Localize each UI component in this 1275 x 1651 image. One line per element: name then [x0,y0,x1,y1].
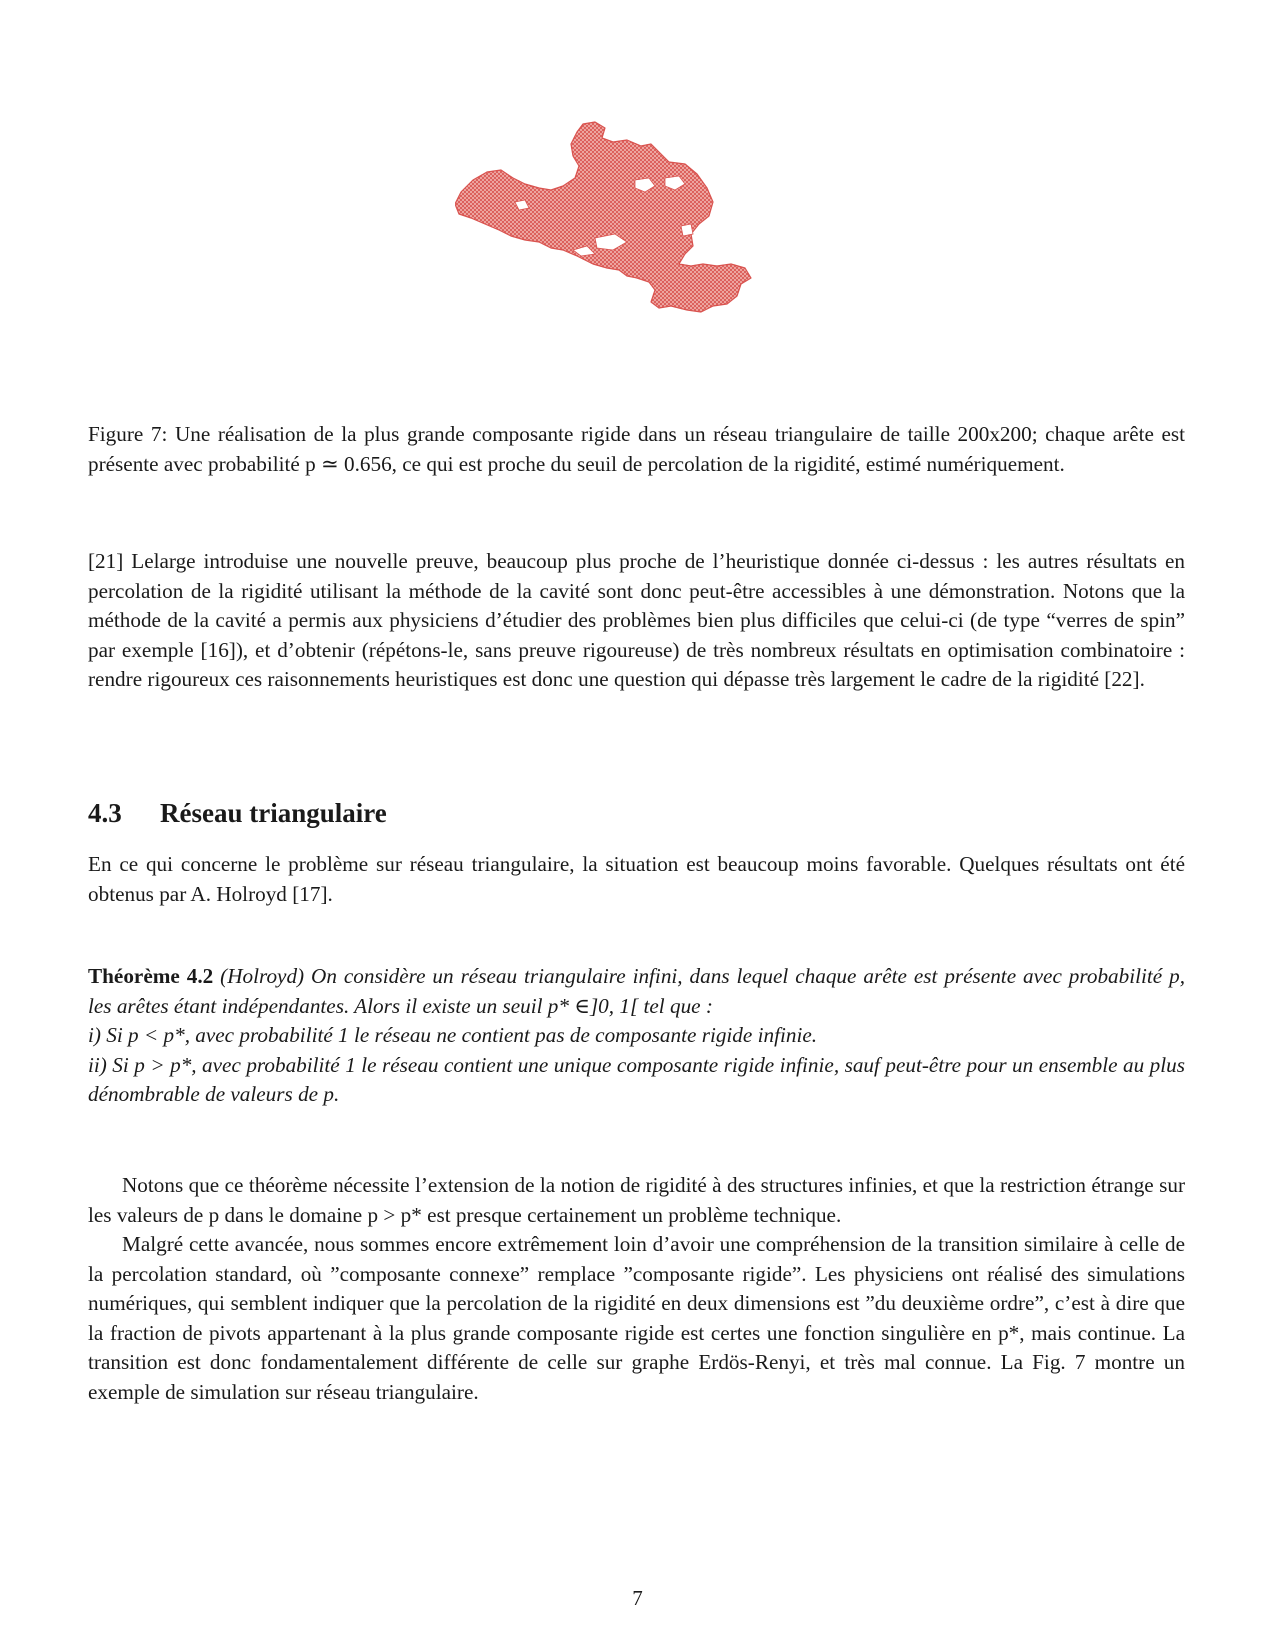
theorem-label: Théorème 4.2 [88,964,214,988]
rigid-cluster-image [455,118,755,338]
paragraph-reference-21: [21] Lelarge introduise une nouvelle preuve, beaucoup plus proche de l’heuristique donnée ci-dessus : les autres résultats en percolation de la rigidité utilisant la méthode de la cavité sont donc peut-être accessibles à une démonstration. Notons que la méthode de la cavité a permis aux physiciens d’étudier des problèmes bien plus difficiles que celui-ci (de type “verres de spin” par exemple [16]), et d’obtenir (répétons-le, sans preuve rigoureuse) de très nombreux résultats en optimisation combinatoire : rendre rigoureux ces raisonnements heuristiques est donc une question qui dépasse très largement le cadre de la rigidité [22]. [88,549,1185,691]
section-intro-paragraph: En ce qui concerne le problème sur réseau triangulaire, la situation est beaucoup moins favorable. Quelques résultats ont été obtenus par A. Holroyd [17]. [88,852,1185,906]
theorem-case-i: i) Si p < p*, avec probabilité 1 le réseau ne contient pas de composante rigide infinie. [88,1023,818,1047]
body-paragraph: Malgré cette avancée, nous sommes encore extrêmement loin d’avoir une compréhension de la transition similaire à celle de la percolation standard, où ”composante connexe” remplace ”composante rigide”. Les physiciens ont réalisé des simulations numériques, qui semblent indiquer que la percolation de la rigidité en deux dimensions est ”du deuxième ordre”, c’est à dire que la fraction de pivots appartenant à la plus grande composante rigide est certes une fonction singulière en p*, mais continue. La transition est donc fondamentalement différente de celle sur graphe Erdös-Renyi, et très mal connue. La Fig. 7 montre un exemple de simulation sur réseau triangulaire. [88,1232,1185,1404]
theorem-block [88,962,1185,1110]
figure-caption: Figure 7: Une réalisation de la plus grande composante rigide dans un réseau triangulaire de taille 200x200; chaque arête est présente avec probabilité p ≃ 0.656, ce qui est proche du seuil de percolation de la rigidité, estimé numériquement. [88,422,1185,476]
section-number: 4.3 [88,798,122,828]
page-number: 7 [632,1586,643,1610]
section-title: Réseau triangulaire [160,798,387,828]
body-text [88,1171,1185,1407]
rigid-cluster-figure [455,118,755,338]
body-paragraph: Notons que ce théorème nécessite l’extension de la notion de rigidité à des structures infinies, et que la restriction étrange sur les valeurs de p dans le domaine p > p* est presque certainement un problème technique. [88,1173,1185,1227]
theorem-case-ii: ii) Si p > p*, avec probabilité 1 le réseau contient une unique composante rigide infinie, sauf peut-être pour un ensemble au plus dénombrable de valeurs de p. [88,1052,1185,1106]
section-heading [88,796,387,830]
theorem-statement: (Holroyd) On considère un réseau triangulaire infini, dans lequel chaque arête est présente avec probabilité p, les arêtes étant indépendantes. Alors il existe un seuil p* ∈]0, 1[ tel que : [88,964,1186,1018]
